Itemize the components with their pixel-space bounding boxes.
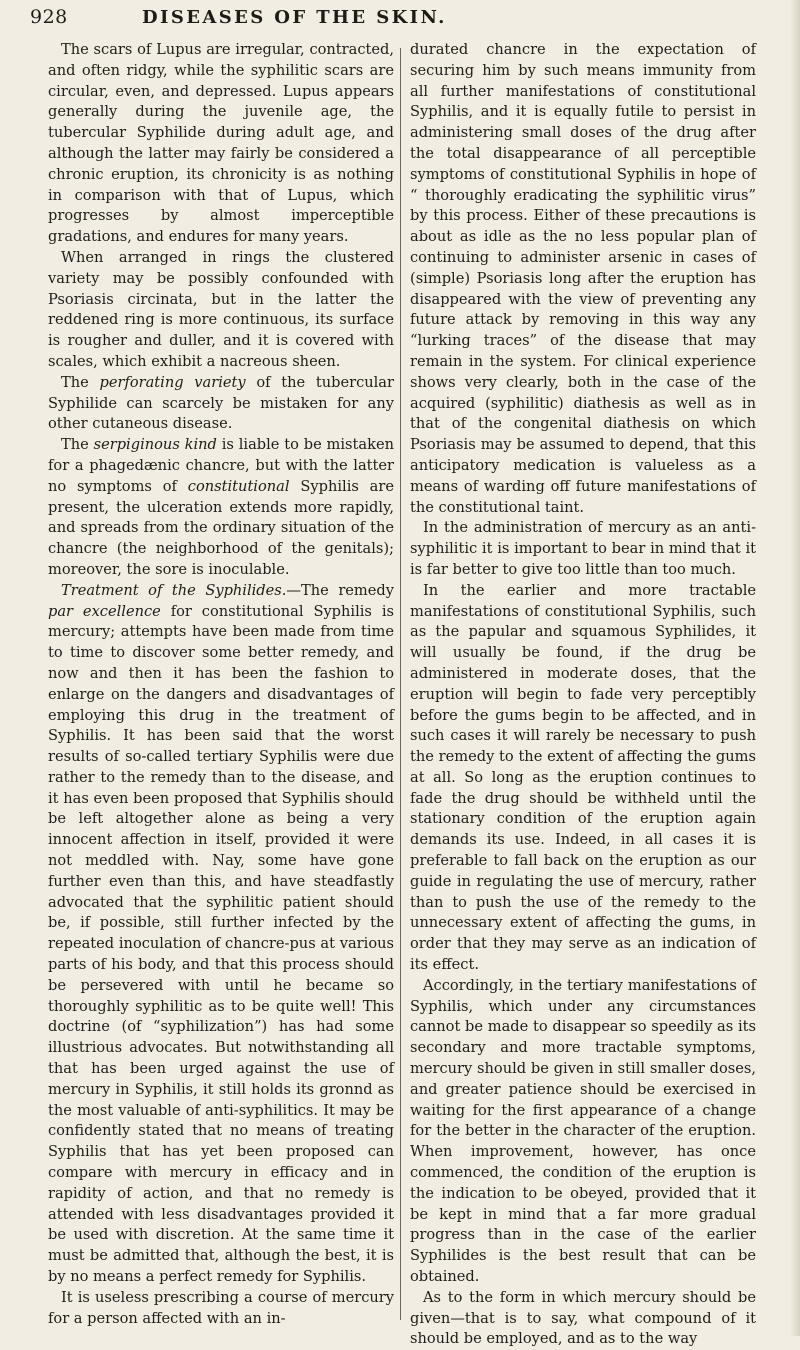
paragraph-administration: In the administration of mercury as an anti-syphilitic it is important to bear in mind that it is far better to give too little than too much.	[410, 519, 756, 578]
paragraph-serpiginous: The serpiginous kind is liable to be mistaken for a phagedænic chancre, but with the latter no symptoms of constitutional Syphilis are present, the ulceration extends more rapidly, and spreads from the ordinary situation of the chancre (the neighborhood of the genitals); moreover, the sore is inoculable.	[48, 436, 394, 578]
term-constitutional: constitutional	[187, 477, 290, 495]
paragraph-useless-prescribing: It is useless prescribing a course of mercury for a person affected with an in-	[48, 1288, 394, 1327]
page-number: 928	[30, 6, 68, 28]
paragraph-indurated-chancre: durated chancre in the expectation of securing him by such means immunity from all further manifestations of constitutional Syphilis, and it is equally futile to persist in administering small doses of the drug after the total disappearance of all perceptible symptoms of constitutional Syphilis in hope of “ thoroughly eradicating the syphilitic virus” by this process. Either of these precautions is about as idle as the no less popular plan of continuing to administer arsenic in cases of (simple) Psoriasis long after the eruption has disappeared with the view of preventing any future attack by removing in this way any “lurking traces” of the disease that may remain in the system. For clinical experience shows very clearly, both in the case of the acquired (syphilitic) diathesis as well as in that of the congenital diathesis on which Psoriasis may be assumed to depend, that this anticipatory medication is valueless as a means of warding off future manifestations of the constitutional taint.	[410, 41, 756, 516]
paragraph-treatment: Treatment of the Syphilides.—The remedy par excellence for constitutional Syphilis is mercury; attempts have been made from time to time to discover some better remedy, and now and then it has been the fashion to enlarge on the dangers and disadvantages of employing this drug in the treatment of Syphilis. It has been said that the worst results of so-called tertiary Syphilis were due rather to the remedy than to the disease, and it has even been proposed that Syphilis should be left altogether alone as being a very innocent affection in itself, provided it were not meddled with. Nay, some have gone further even than this, and have steadfastly advocated that the syphilitic patient should be, if possible, still further infected by the repeated inoculation of chancre-pus at various parts of his body, and that this process should be persevered with until he became so thoroughly syphilitic as to be quite well! This doctrine (of “syphilization”) has had some illustrious advocates. But notwithstanding all that has been urged against the use of mercury in Syphilis, it still holds its gronnd as the most valuable of anti-syphilitics. It may be confidently stated that no means of treating Syphilis that has yet been proposed can compare with mercury in efficacy and in rapidity of action, and that no remedy is attended with less disadvantages provided it be used with discretion. At the same time it must be admitted that, although the best, it is by no means a perfect remedy for Syphilis.	[48, 581, 394, 1286]
paragraph-scars: The scars of Lupus are irregular, contracted, and often ridgy, while the syphilitic scars are circular, even, and depressed. Lupus appears generally during the juvenile age, the tubercular Syphilide during adult age, and although the latter may fairly be considered a chronic eruption, its chronicity is as nothing in comparison with that of Lupus, which progresses by almost imperceptible gradations, and endures for many years.	[48, 41, 394, 246]
paragraph-tertiary: Accordingly, in the tertiary manifestations of Syphilis, which under any circumstances cannot be made to disappear so speedily as its secondary and more tractable symptoms, mercury should be given in still smaller doses, and greater patience should be exercised in waiting for the first appearance of a change for the better in the character of the eruption. When improvement, however, has once commenced, the condition of the eruption is the indication to be obeyed, provided that it be kept in mind that a far more gradual progress than in the case of the earlier Syphilides is the best result that can be obtained.	[410, 976, 756, 1286]
term-perforating-variety: perforating variety	[99, 373, 246, 391]
column-divider	[400, 48, 401, 1320]
left-column	[48, 40, 394, 1329]
page-edge-shadow	[790, 0, 800, 1336]
paragraph-rings: When arranged in rings the clustered variety may be possibly confounded with Psoriasis circinata, but in the latter the reddened ring is more continuous, its surface is rougher and duller, and it is covered with scales, which exhibit a nacreous sheen.	[48, 248, 394, 370]
paragraph-form-of-mercury: As to the form in which mercury should be given—that is to say, what compound of it should be employed, and as to the way	[410, 1288, 756, 1348]
section-heading-treatment: Treatment of the Syphilides.	[61, 581, 287, 599]
term-serpiginous-kind: serpiginous kind	[93, 436, 217, 454]
term-par-excellence: par excellence	[48, 602, 161, 620]
paragraph-earlier-manifestations: In the earlier and more tractable manifestations of constitutional Syphilis, such as the papular and squamous Syphilides, it will usually be found, if the drug be administered in moderate doses, that the eruption will begin to fade very perceptibly before the gums begin to be affected, and in such cases it will rarely be necessary to push the remedy to the extent of affecting the gums at all. So long as the eruption continues to fade the drug should be withheld until the stationary condition of the eruption again demands its use. Indeed, in all cases it is preferable to fall back on the eruption as our guide in regulating the use of mercury, rather than to push the use of the remedy to the unnecessary extent of affecting the gums, in order that they may serve as an indication of its effect.	[410, 581, 756, 974]
paragraph-perforating: The perforating variety of the tubercular Syphilide can scarcely be mistaken for any other cutaneous disease.	[48, 373, 394, 433]
right-column	[410, 40, 756, 1350]
running-head: DISEASES OF THE SKIN.	[142, 7, 447, 28]
